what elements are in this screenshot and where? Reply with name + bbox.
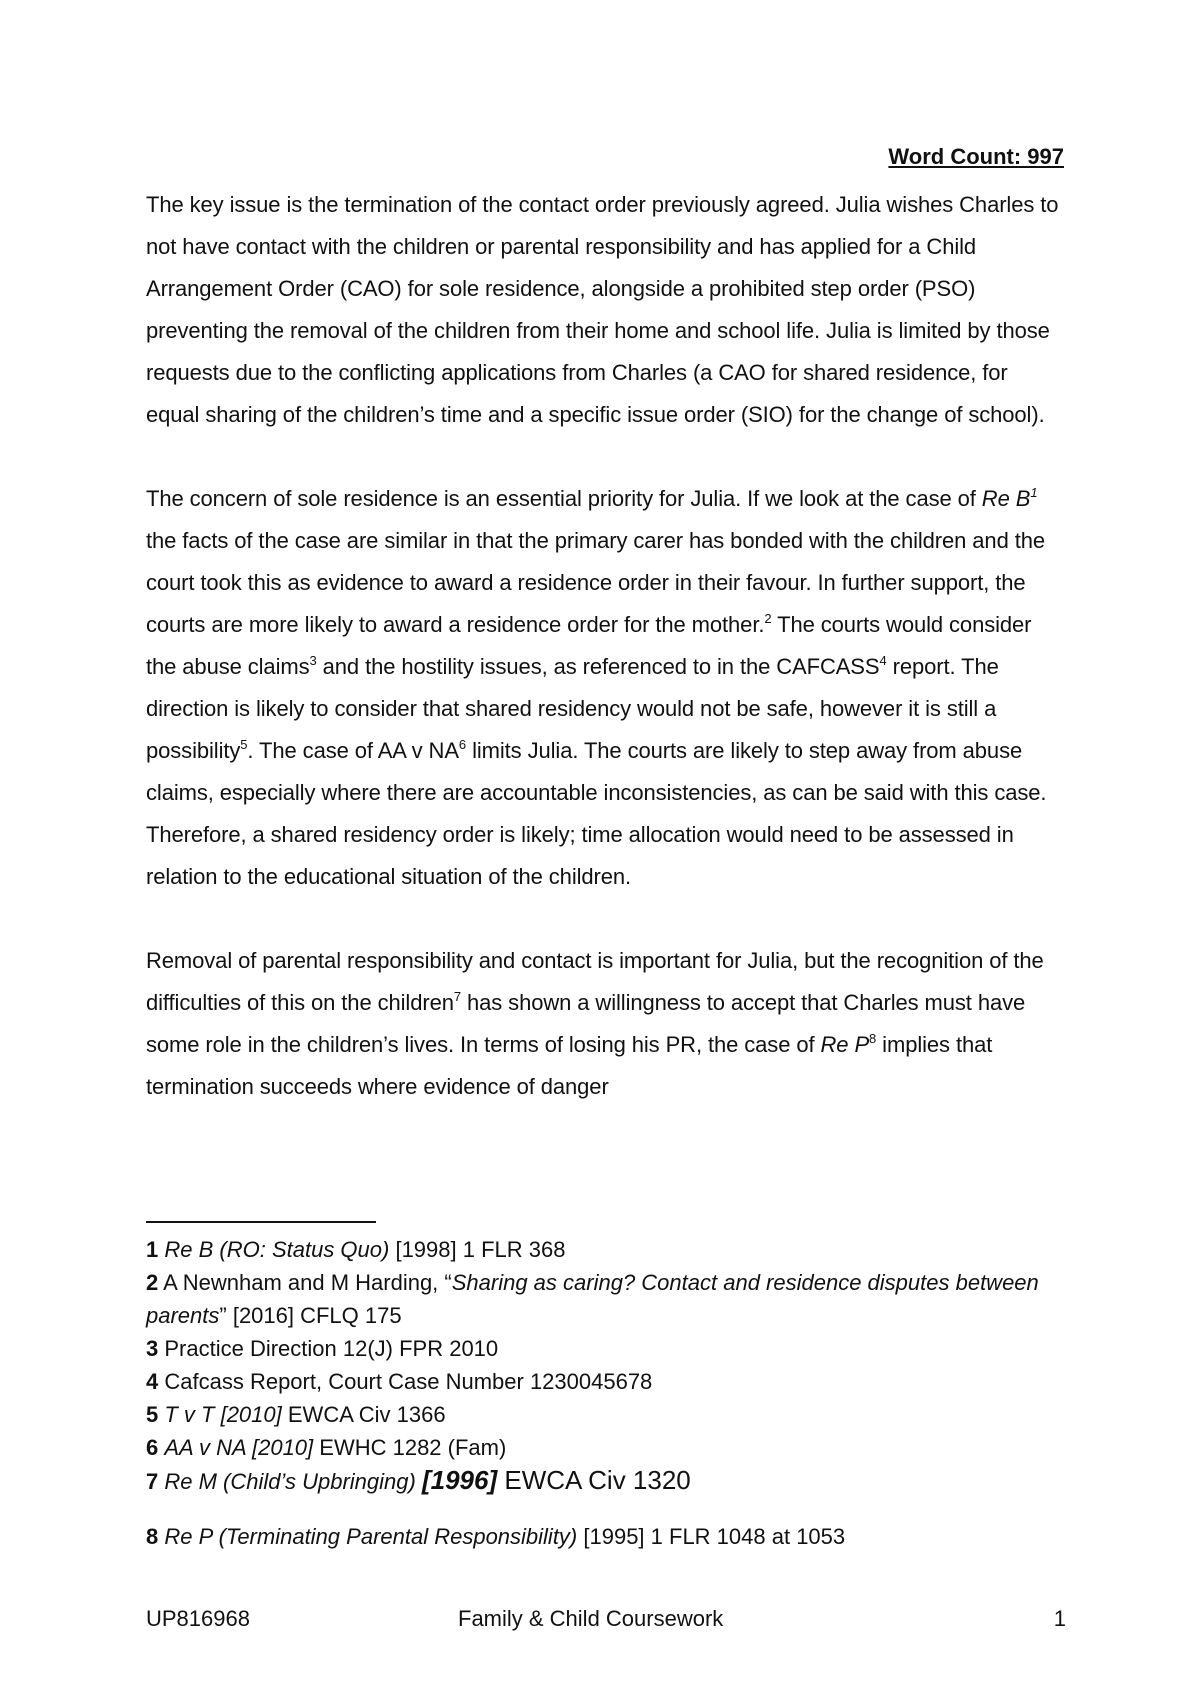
footnote-number: 8 [146,1524,159,1549]
footnote-ref: 7 [453,989,461,1004]
text-run: [1995] 1 FLR 1048 at 1053 [577,1524,846,1549]
paragraph [146,940,1066,1108]
footnote-number: 1 [146,1237,159,1262]
italic-text: AA v NA [2010] [164,1435,314,1460]
footnote-number: 6 [146,1435,159,1460]
text-run: report. The direction is likely to consider that shared residency would not be safe, however it is still a possibility [146,654,999,763]
footnote-ref: 1 [1030,485,1038,500]
footnote-number: 4 [146,1369,159,1394]
footnote-number: 2 [146,1270,159,1295]
footnote [146,1233,1066,1266]
italic-text: Sharing as caring? Contact and residence disputes between parents [146,1270,1039,1328]
text-run: . The case of AA v NA [247,738,459,763]
italic-text: Re P (Terminating Parental Responsibility) [164,1524,578,1549]
paragraph [146,478,1066,898]
footnote-separator [146,1221,376,1223]
text-run: Practice Direction 12(J) FPR 2010 [158,1336,499,1361]
footnote [146,1332,1066,1365]
text-run: [1998] 1 FLR 368 [389,1237,566,1262]
paragraph [146,184,1066,436]
footnote-ref: 6 [458,737,467,752]
italic-text: [1996] [421,1465,498,1495]
footer-module-title: Family & Child Coursework [458,1606,724,1631]
text-run: Cafcass Report, Court Case Number 1230045678 [158,1369,653,1394]
footnote [146,1464,1066,1498]
footer-student-id: UP816968 [146,1606,250,1631]
italic-text: Re B (RO: Status Quo) [164,1237,390,1262]
body-text [146,184,1066,1108]
footnote [146,1431,1066,1464]
text-run: Removal of parental responsibility and contact is important for Julia, but the recognition of the difficulties of this on the children [146,948,1044,1015]
text-run: and the hostility issues, as referenced to in the CAFCASS [316,654,880,679]
footnote-number: 3 [146,1336,159,1361]
footnote [146,1398,1066,1431]
footnote [146,1520,1066,1553]
footnote [146,1365,1066,1398]
text-run: EWHC 1282 (Fam) [313,1435,507,1460]
footnote-ref: 3 [309,653,317,668]
italic-text: Re B [981,486,1031,511]
italic-text: Re P [820,1032,870,1057]
page-number: 1 [1053,1606,1066,1631]
footnote [146,1266,1066,1332]
footnote-number: 7 [146,1469,159,1494]
text-run: EWCA Civ 1366 [281,1402,446,1427]
footnote-ref: 8 [869,1031,877,1046]
footnotes [146,1233,1066,1553]
footnote-ref: 5 [240,737,248,752]
footnote-ref: 2 [764,611,772,626]
footnote-ref: 4 [879,653,887,668]
text-run: implies that termination succeeds where evidence of danger [146,1032,993,1099]
text-run: limits Julia. The courts are likely to step away from abuse claims, especially where there are accountable inconsistencies, as can be said with this case. Therefore, a shared residency order is likely; time allocation would need to be assessed in relation to the educational situation of the children. [146,738,1047,889]
text-run: EWCA Civ 1320 [497,1465,691,1495]
italic-text: Re M (Child’s Upbringing) [164,1469,416,1494]
footnote-number: 5 [146,1402,159,1427]
text-run: The key issue is the termination of the contact order previously agreed. Julia wishes Charles to not have contact with the children or parental responsibility and has applied for a Child Arrangement Order (CAO) for sole residence, alongside a prohibited step order (PSO) preventing the removal of the children from their home and school life. Julia is limited by those requests due to the conflicting applications from Charles (a CAO for shared residence, for equal sharing of the children’s time and a specific issue order (SIO) for the change of school). [146,192,1059,427]
text-run: The concern of sole residence is an essential priority for Julia. If we look at the case of [146,486,982,511]
text-run: has shown a willingness to accept that Charles must have some role in the children’s lives. In terms of losing his PR, the case of [146,990,1026,1057]
text-run: The courts would consider the abuse claims [146,612,1032,679]
text-run: ” [2016] CFLQ 175 [219,1303,402,1328]
text-run: A Newnham and M Harding, “ [158,1270,452,1295]
text-run: the facts of the case are similar in that the primary carer has bonded with the children and the court took this as evidence to award a residence order in their favour. In further support, the courts are more likely to award a residence order for the mother. [146,528,1045,637]
italic-text: T v T [2010] [164,1402,282,1427]
word-count: Word Count: 997 [888,144,1064,169]
